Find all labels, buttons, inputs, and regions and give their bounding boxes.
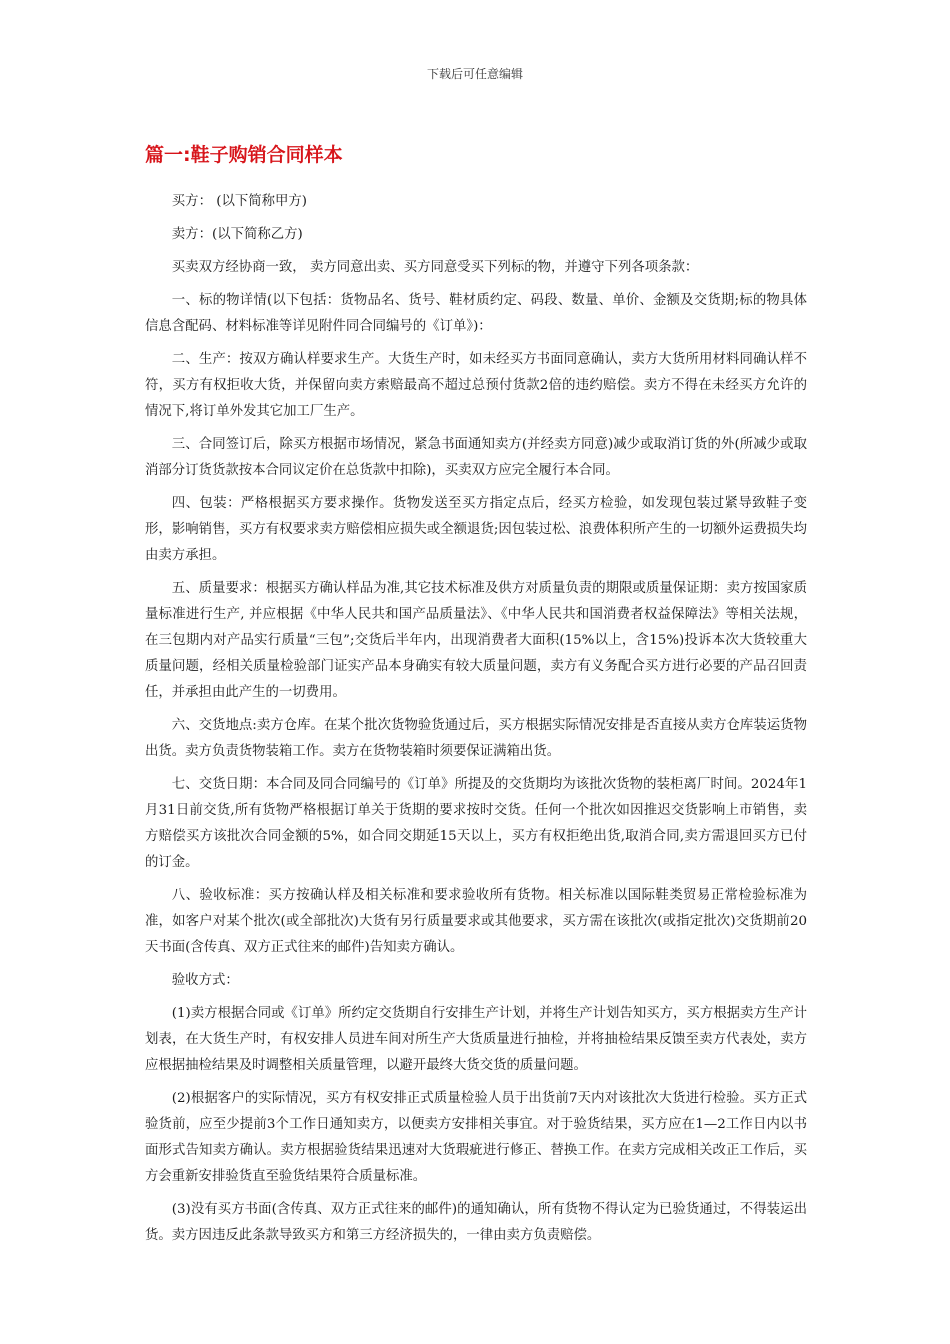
document-body	[145, 189, 807, 1256]
document-title: 篇一:鞋子购销合同样本	[145, 144, 343, 166]
paragraph-clause-6: 六、交货地点:卖方仓库。在某个批次货物验货通过后，买方根据实际情况安排是否直接从卖方仓库装运货物出货。卖方负责货物装箱工作。卖方在货物装箱时须要保证满箱出货。	[145, 718, 807, 759]
page-header-note: 下载后可任意编辑	[426, 67, 523, 81]
paragraph-clause-7: 七、交货日期：本合同及同合同编号的《订单》所提及的交货期均为该批次货物的装柜离厂时间。2024年1月31日前交货,所有货物严格根据订单关于货期的要求按时交货。任何一个批次如因推迟交货影响上市销售，卖方赔偿买方该批次合同金额的5%，如合同交期延15天以上，买方有权拒绝出货,取消合同,卖方需退回买方已付的订金。	[145, 777, 807, 870]
paragraph-clause-3: 三、合同签订后，除买方根据市场情况，紧急书面通知卖方(并经卖方同意)减少或取消订货的外(所减少或取消部分订货货款按本合同议定价在总货款中扣除)，买卖双方应完全履行本合同。	[145, 437, 807, 478]
paragraph-clause-8: 八、验收标准：买方按确认样及相关标准和要求验收所有货物。相关标准以国际鞋类贸易正常检验标准为准，如客户对某个批次(或全部批次)大货有另行质量要求或其他要求，买方需在该批次(或指定批次)交货期前20天书面(含传真、双方正式往来的邮件)告知卖方确认。	[145, 888, 807, 955]
paragraph-inspection-1: (1)卖方根据合同或《订单》所约定交货期自行安排生产计划，并将生产计划告知买方，买方根据卖方生产计划表，在大货生产时，有权安排人员进车间对所生产大货质量进行抽检，并将抽检结果反馈至卖方代表处，卖方应根据抽检结果及时调整相关质量管理，以避开最终大货交货的质量问题。	[145, 1006, 807, 1073]
paragraph-buyer: 买方： (以下简称甲方)	[171, 194, 308, 209]
paragraph-seller: 卖方：(以下简称乙方)	[171, 227, 303, 242]
paragraph-preamble: 买卖双方经协商一致， 卖方同意出卖、买方同意受买下列标的物，并遵守下列各项条款：	[171, 260, 699, 275]
paragraph-clause-2: 二、生产：按双方确认样要求生产。大货生产时，如未经买方书面同意确认，卖方大货所用材料同确认样不符，买方有权拒收大货，并保留向卖方索赔最高不超过总预付货款2倍的违约赔偿。卖方不得在未经买方允许的情况下,将订单外发其它加工厂生产。	[145, 352, 807, 419]
paragraph-inspection-2: (2)根据客户的实际情况，买方有权安排正式质量检验人员于出货前7天内对该批次大货进行检验。买方正式验货前，应至少提前3个工作日通知卖方，以便卖方安排相关事宜。对于验货结果，买方应在1—2工作日内以书面形式告知卖方确认。卖方根据验货结果迅速对大货瑕疵进行修正、替换工作。在卖方完成相关改正工作后，买方会重新安排验货直至验货结果符合质量标准。	[145, 1091, 807, 1184]
paragraph-clause-5: 五、质量要求：根据买方确认样品为准,其它技术标准及供方对质量负责的期限或质量保证期：卖方按国家质量标准进行生产, 并应根据《中华人民共和国产品质量法》、《中华人民共和国消费者权益保障法》等相关法规，在三包期内对产品实行质量“三包”;交货后半年内，出现消费者大面积(15%以上，含15%)投诉本次大货较重大质量问题，经相关质量检验部门证实产品本身确实有较大质量问题，卖方有义务配合买方进行必要的产品召回责任，并承担由此产生的一切费用。	[145, 581, 807, 700]
paragraph-clause-4: 四、包装：严格根据买方要求操作。货物发送至买方指定点后，经买方检验，如发现包装过紧导致鞋子变形，影响销售，买方有权要求卖方赔偿相应损失或全额退货;因包装过松、浪费体积所产生的一切额外运费损失均由卖方承担。	[145, 496, 807, 563]
paragraph-inspection-heading: 验收方式：	[171, 973, 239, 988]
paragraph-inspection-3: (3)没有买方书面(含传真、双方正式往来的邮件)的通知确认，所有货物不得认定为已验货通过，不得装运出货。卖方因违反此条款导致买方和第三方经济损失的，一律由卖方负责赔偿。	[145, 1202, 807, 1243]
paragraph-clause-1: 一、标的物详情(以下包括：货物品名、货号、鞋材质约定、码段、数量、单价、金额及交货期;标的物具体信息含配码、材料标准等详见附件同合同编号的《订单》)：	[145, 293, 807, 334]
